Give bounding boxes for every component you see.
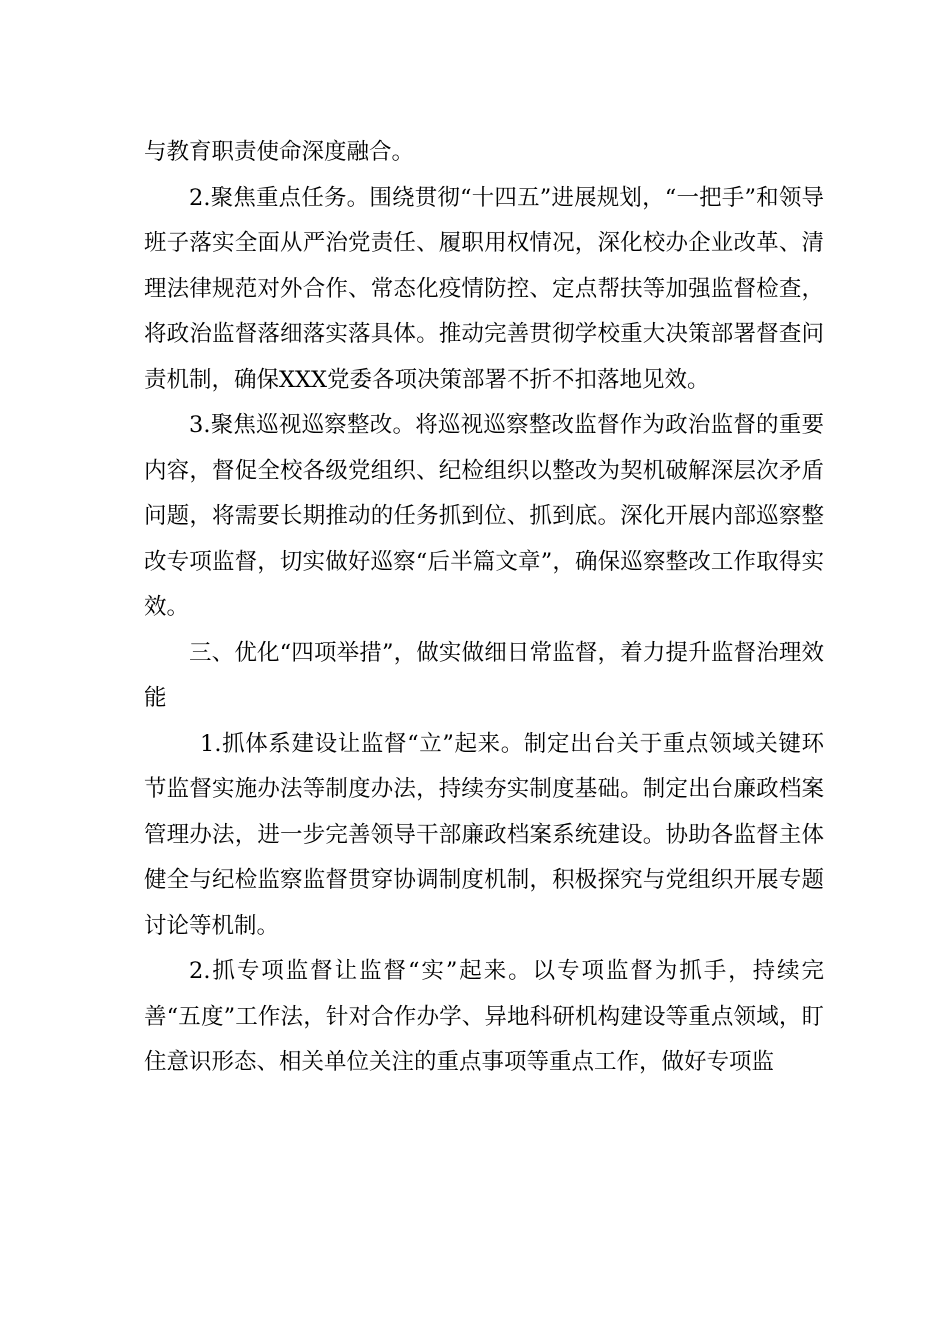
section-heading-three: 三、优化“四项举措”，做实做细日常监督，着力提升监督治理效能 xyxy=(144,639,824,711)
paragraph-system-building: 1.抓体系建设让监督“立”起来。制定出台关于重点领域关键环节监督实施办法等制度办法，持续夯实制度基础。制定出台廉政档案管理办法，进一步完善领导干部廉政档案系统建设。协助各监督主体健全与纪检监察监督贯穿协调制度机制，积极探究与党组织开展专题讨论等机制。 xyxy=(144,730,824,939)
paragraph-focus-inspection-rectification: 3.聚焦巡视巡察整改。将巡视巡察整改监督作为政治监督的重要内容，督促全校各级党组织、纪检组织以整改为契机破解深层次矛盾问题，将需要长期推动的任务抓到位、抓到底。深化开展内部巡察整改专项监督，切实做好巡察“后半篇文章”，确保巡察整改工作取得实效。 xyxy=(144,412,824,620)
paragraph-continuation: 与教育职责使命深度融合。 xyxy=(144,139,415,165)
paragraph-focus-key-tasks: 2.聚焦重点任务。围绕贯彻“十四五”进展规划，“一把手”和领导班子落实全面从严治党责任、履职用权情况，深化校办企业改革、清理法律规范对外合作、常态化疫情防控、定点帮扶等加强监督检查，将政治监督落细落实落具体。推动完善贯彻学校重大决策部署督查问责机制，确保XXX党委各项决策部署不折不扣落地见效。 xyxy=(144,184,824,393)
document-body xyxy=(144,130,824,1086)
paragraph-special-supervision: 2.抓专项监督让监督“实”起来。以专项监督为抓手，持续完善“五度”工作法，针对合作办学、异地科研机构建设等重点领域，盯住意识形态、相关单位关注的重点事项等重点工作，做好专项监 xyxy=(144,958,824,1075)
